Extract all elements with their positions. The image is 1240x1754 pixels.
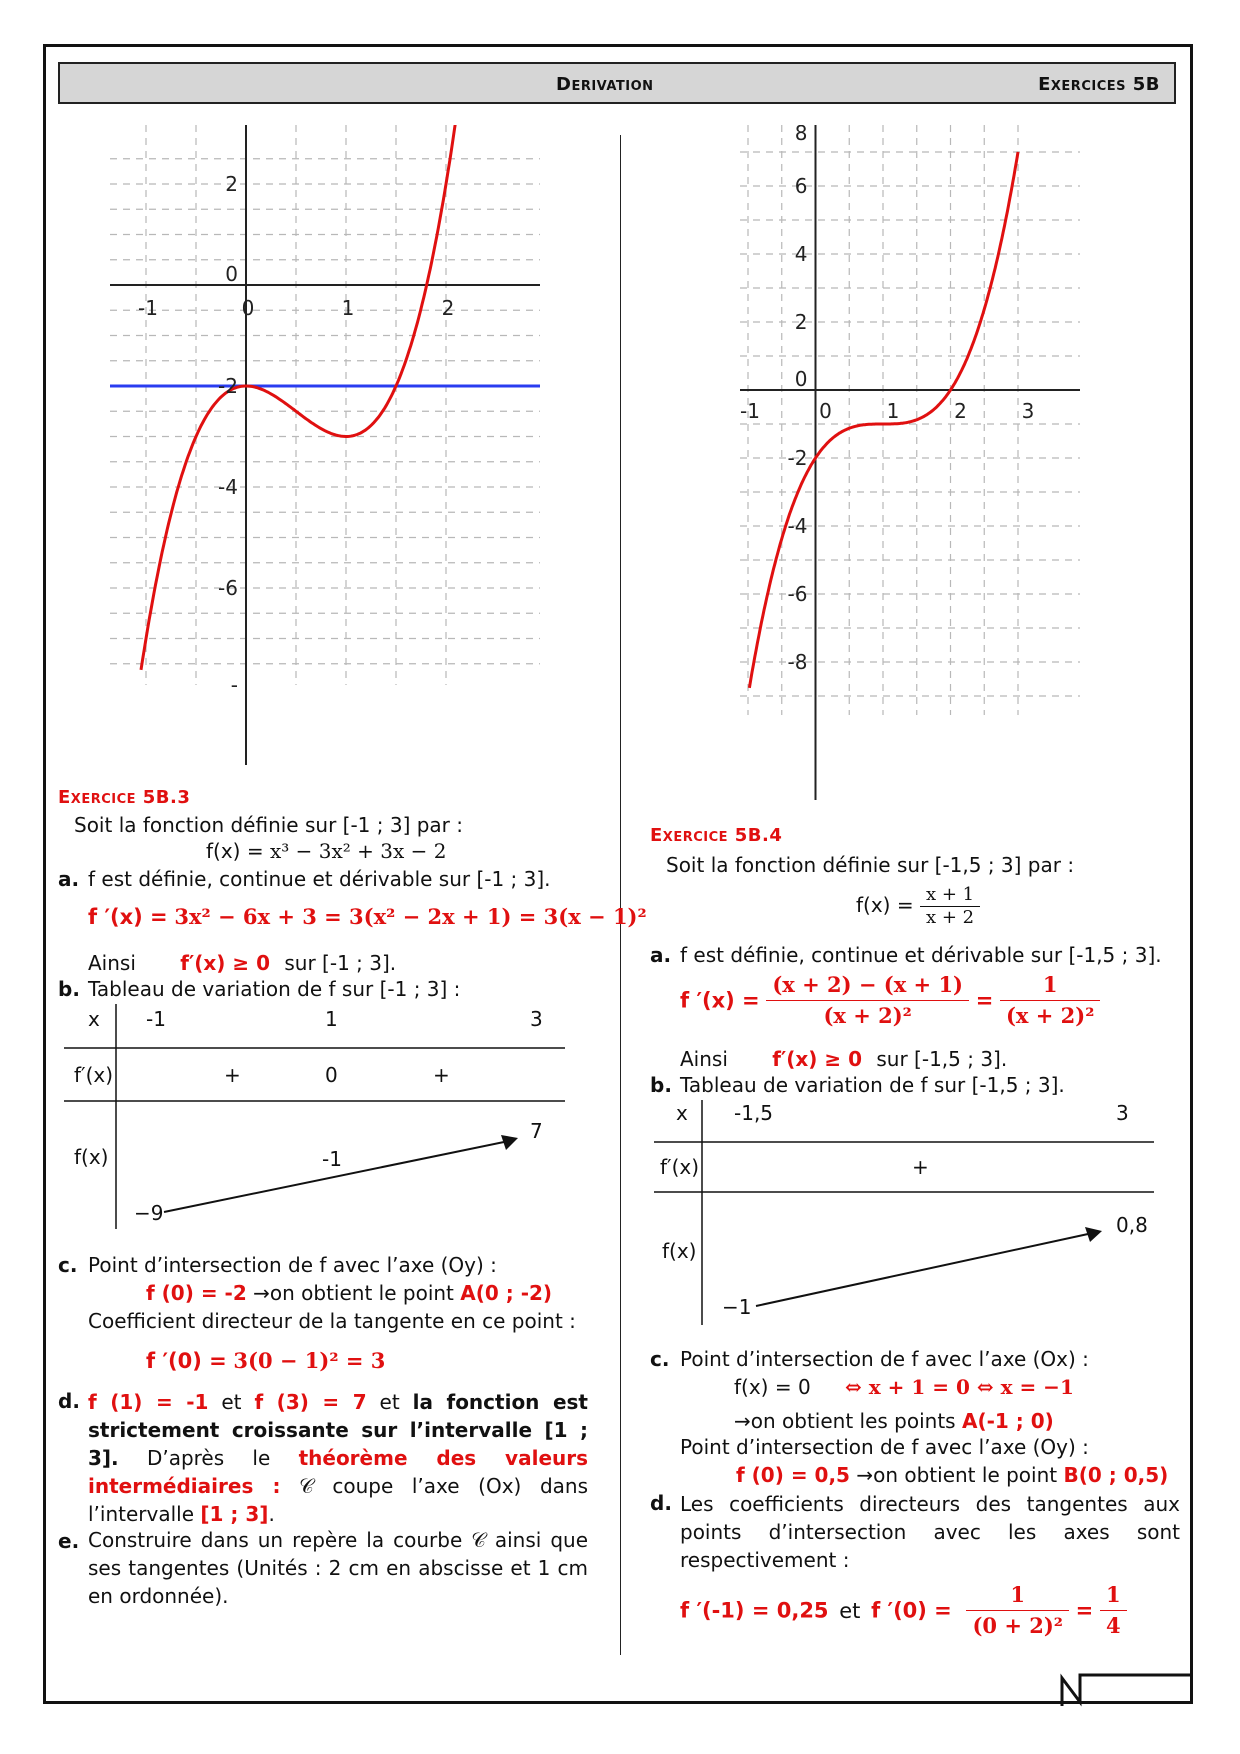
ex4-c-arrow: →on obtient les points — [734, 1409, 956, 1433]
ex4-c-label: c. — [650, 1347, 670, 1371]
page-header — [58, 62, 1176, 104]
ex4-c-eq2: ⇔ x + 1 = 0 ⇔ x = −1 — [845, 1375, 1074, 1399]
x-tick-label: 1 — [886, 399, 900, 423]
ex3-c-f0: f (0) = -2 — [146, 1281, 247, 1305]
ex3-b-label: b. — [58, 977, 80, 1001]
ex3-c-arrow: →on obtient le point — [253, 1281, 454, 1305]
y-tick-label: -2 — [787, 446, 808, 470]
y-tick-label: 2 — [794, 310, 808, 334]
x-tick-label: 2 — [954, 399, 967, 423]
ex4-d-fp0: f ′(0) = — [871, 1598, 952, 1623]
ex3-table-x: x — [88, 1007, 100, 1031]
ex4-a-sign-line — [680, 1046, 1007, 1072]
ex4-c-eq1: f(x) = 0 — [734, 1375, 811, 1399]
ex4-c-f0: f (0) = 0,5 — [736, 1463, 850, 1487]
ex3-c-text: Point d’intersection de f avec l’axe (Oy) : — [88, 1253, 497, 1277]
ex4-c-line3 — [734, 1408, 1054, 1434]
ex3-a-sign-line — [88, 950, 396, 976]
ex3-table-x0: -1 — [146, 1007, 166, 1031]
x-tick-label: 1 — [341, 296, 355, 320]
ex4-c-point2: B(0 ; 0,5) — [1063, 1463, 1169, 1487]
ex4-f-def — [856, 884, 980, 929]
ex4-a-deriv — [680, 970, 1100, 1031]
ex4-c-text: Point d’intersection de f avec l’axe (Ox) : — [680, 1347, 1089, 1371]
ex4-f-den: x + 2 — [925, 907, 975, 928]
ex3-f-def-rhs: x³ − 3x² + 3x − 2 — [269, 839, 447, 863]
ex3-d-text — [88, 1388, 588, 1528]
ex3-d-f1: f (1) = -1 — [88, 1390, 209, 1414]
y-tick-label: -2 — [218, 374, 238, 398]
graph-right — [740, 125, 1080, 800]
ex4-table-f: f(x) — [662, 1239, 697, 1263]
ex3-d-f3: f (3) = 7 — [254, 1390, 367, 1414]
ex4-a-num1: (x + 2) − (x + 1) — [766, 970, 969, 1001]
ex3-d-apres: D’après le — [146, 1446, 271, 1470]
ex3-f-def-lhs: f(x) = — [206, 839, 264, 863]
ex4-table-f-start: −1 — [722, 1295, 752, 1319]
ex4-a-den1: (x + 2)² — [823, 1003, 912, 1028]
curve — [749, 152, 1018, 688]
ex4-d-text: Les coefficients directeurs des tangentes aux points d’intersection avec les axes sont respectivement : — [680, 1492, 1180, 1572]
ex4-c-point: A(-1 ; 0) — [961, 1409, 1054, 1433]
ex3-d-et: et — [221, 1390, 242, 1414]
ex4-d-den: (0 + 2)² — [972, 1613, 1063, 1638]
ex3-table-f-end: 7 — [530, 1119, 543, 1143]
ex4-c-line5 — [736, 1462, 1168, 1488]
ex4-f-def-lhs: f(x) = — [856, 893, 914, 917]
ex3-ainsi: Ainsi — [88, 951, 136, 975]
ex3-a-deriv-rhs: 3x² − 6x + 3 = 3(x² − 2x + 1) = 3(x − 1)² — [174, 904, 647, 929]
ex3-title: Exercice 5B.3 — [58, 787, 191, 808]
ex3-a-deriv-lhs: f ′(x) = — [88, 905, 168, 929]
ex3-e-text: Construire dans un repère la courbe 𝒞 ainsi que ses tangentes (Unités : 2 cm en abscisse et 1 cm en ordonnée). — [88, 1528, 588, 1608]
ex3-table-fp2: + — [433, 1063, 450, 1087]
ex4-d-num2: 1 — [1100, 1580, 1127, 1611]
y-tick-label: -6 — [787, 582, 808, 606]
ex4-f-num: x + 1 — [920, 884, 980, 907]
ex3-d-interval: [1 ; 3] — [200, 1502, 269, 1526]
ex4-d-values — [680, 1580, 1127, 1641]
ex3-c-point: A(0 ; -2) — [460, 1281, 553, 1305]
ex3-c-fp0 — [146, 1348, 385, 1374]
ex4-d-num: 1 — [966, 1580, 1069, 1611]
x-tick-label: 3 — [1021, 399, 1035, 423]
y-tick-label: -8 — [787, 650, 808, 674]
ex4-d-den2: 4 — [1105, 1613, 1121, 1638]
ex4-table-fp0: + — [912, 1155, 929, 1179]
ex4-a-text: f est définie, continue et dérivable sur [-1,5 ; 3]. — [680, 943, 1162, 967]
ex4-table-x: x — [676, 1101, 688, 1125]
x-tick-label: -1 — [740, 399, 760, 423]
ex3-c-fp0-rhs: 3(0 − 1)² = 3 — [233, 1348, 386, 1373]
ex3-f-def — [206, 838, 446, 864]
ex4-b-label: b. — [650, 1073, 672, 1097]
ex4-c-eq-line — [734, 1374, 1074, 1400]
ex3-table-x1: 1 — [325, 1007, 338, 1031]
ex3-c-coef: Coefficient directeur de la tangente en ce point : — [88, 1309, 576, 1333]
ex4-title: Exercice 5B.4 — [650, 825, 783, 846]
ex3-d-and: et — [379, 1390, 400, 1414]
ex3-table-fp: f′(x) — [74, 1063, 114, 1087]
y-tick-label: 0 — [225, 262, 238, 286]
ex3-table-f-start: −9 — [134, 1201, 164, 1225]
ex4-table-f-end: 0,8 — [1116, 1213, 1148, 1237]
ex4-a-frac1 — [766, 970, 969, 1031]
y-tick-label: -6 — [218, 576, 238, 600]
ex4-sign-tail: sur [-1,5 ; 3]. — [876, 1047, 1008, 1071]
y-tick-label: -4 — [787, 514, 808, 538]
ex3-a-label: a. — [58, 867, 80, 891]
x-tick-label: 0 — [241, 296, 255, 320]
column-divider — [620, 135, 621, 1655]
ex3-c-fp0-lhs: f ′(0) = — [146, 1349, 227, 1373]
ex3-c-line2 — [146, 1280, 552, 1306]
ex4-b-text: Tableau de variation de f sur [-1,5 ; 3]. — [680, 1073, 1065, 1097]
ex4-d-eq: = — [1075, 1598, 1094, 1623]
ex3-d-bold: la fonction est strictement croissante sur l’intervalle [1 ; 3]. — [88, 1390, 588, 1470]
ex3-d-label: d. — [58, 1389, 80, 1413]
ex4-d-frac2 — [1100, 1580, 1127, 1641]
ex3-a-deriv — [88, 904, 647, 930]
ex4-d-fpm1: f ′(-1) = 0,25 — [680, 1598, 829, 1623]
ex4-c-arrow2: →on obtient le point — [856, 1463, 1058, 1487]
ex3-d-coupe: 𝒞 coupe l’axe (Ox) dans l’intervalle — [88, 1474, 589, 1526]
ex3-table-fp1: 0 — [325, 1063, 338, 1087]
ex3-variation-arrowhead — [501, 1135, 518, 1150]
header-title: Derivation — [556, 74, 654, 95]
ex3-b-text: Tableau de variation de f sur [-1 ; 3] : — [88, 977, 461, 1001]
ex3-c-label: c. — [58, 1253, 78, 1277]
ex3-e-label: e. — [58, 1529, 80, 1553]
ex4-a-frac2 — [1000, 970, 1100, 1031]
ex3-table-x2: 3 — [530, 1007, 543, 1031]
y-tick-label: -4 — [218, 475, 238, 499]
y-tick-label: 4 — [794, 242, 808, 266]
y-tick-label: - — [230, 673, 238, 697]
ex4-a-den2: (x + 2)² — [1005, 1003, 1095, 1028]
y-tick-label: 2 — [225, 172, 238, 196]
ex3-intro: Soit la fonction définie sur [-1 ; 3] par : — [74, 813, 463, 837]
y-tick-label: 8 — [794, 125, 808, 145]
ex4-a-label: a. — [650, 943, 672, 967]
ex4-a-eq: = — [975, 988, 994, 1013]
x-tick-label: 2 — [441, 296, 455, 320]
ex3-sign-tail: sur [-1 ; 3]. — [284, 951, 397, 975]
ex4-d-frac1 — [966, 1580, 1069, 1641]
ex3-d-theorem: théorème des valeurs intermédiaires : — [88, 1446, 589, 1498]
ex3-d-dot: . — [268, 1502, 275, 1526]
ex4-a-num2: 1 — [1000, 970, 1100, 1001]
ex4-a-deriv-lhs: f ′(x) = — [680, 988, 760, 1013]
ex4-d-et: et — [839, 1598, 861, 1623]
ex4-c-text2: Point d’intersection de f avec l’axe (Oy) : — [680, 1435, 1089, 1459]
ex3-sign: f′(x) ≥ 0 — [180, 951, 271, 975]
ex3-a-text: f est définie, continue et dérivable sur [-1 ; 3]. — [88, 867, 551, 891]
ex3-table-fp0: + — [224, 1063, 241, 1087]
ex4-ainsi: Ainsi — [680, 1047, 728, 1071]
y-tick-label: 6 — [794, 174, 808, 198]
ex4-table-x0: -1,5 — [734, 1101, 774, 1125]
ex3-table-f: f(x) — [74, 1145, 109, 1169]
ex4-variation-arrowhead — [1085, 1227, 1102, 1242]
ex4-f-frac — [920, 884, 980, 929]
header-exercises: Exercices 5B — [1038, 74, 1160, 95]
y-tick-label: 0 — [794, 367, 808, 391]
ex4-d-label: d. — [650, 1491, 672, 1515]
page-corner-mark — [1060, 1672, 1200, 1708]
x-tick-label: 0 — [819, 399, 832, 423]
ex4-intro: Soit la fonction définie sur [-1,5 ; 3] par : — [666, 853, 1075, 877]
ex4-variation-arrow — [756, 1234, 1088, 1306]
ex4-table-x1: 3 — [1116, 1101, 1129, 1125]
ex3-table-f-mid: -1 — [322, 1147, 342, 1171]
ex4-table-fp: f′(x) — [660, 1155, 700, 1179]
x-tick-label: -1 — [138, 296, 158, 320]
graph-left — [110, 125, 540, 765]
ex4-sign: f′(x) ≥ 0 — [772, 1047, 863, 1071]
